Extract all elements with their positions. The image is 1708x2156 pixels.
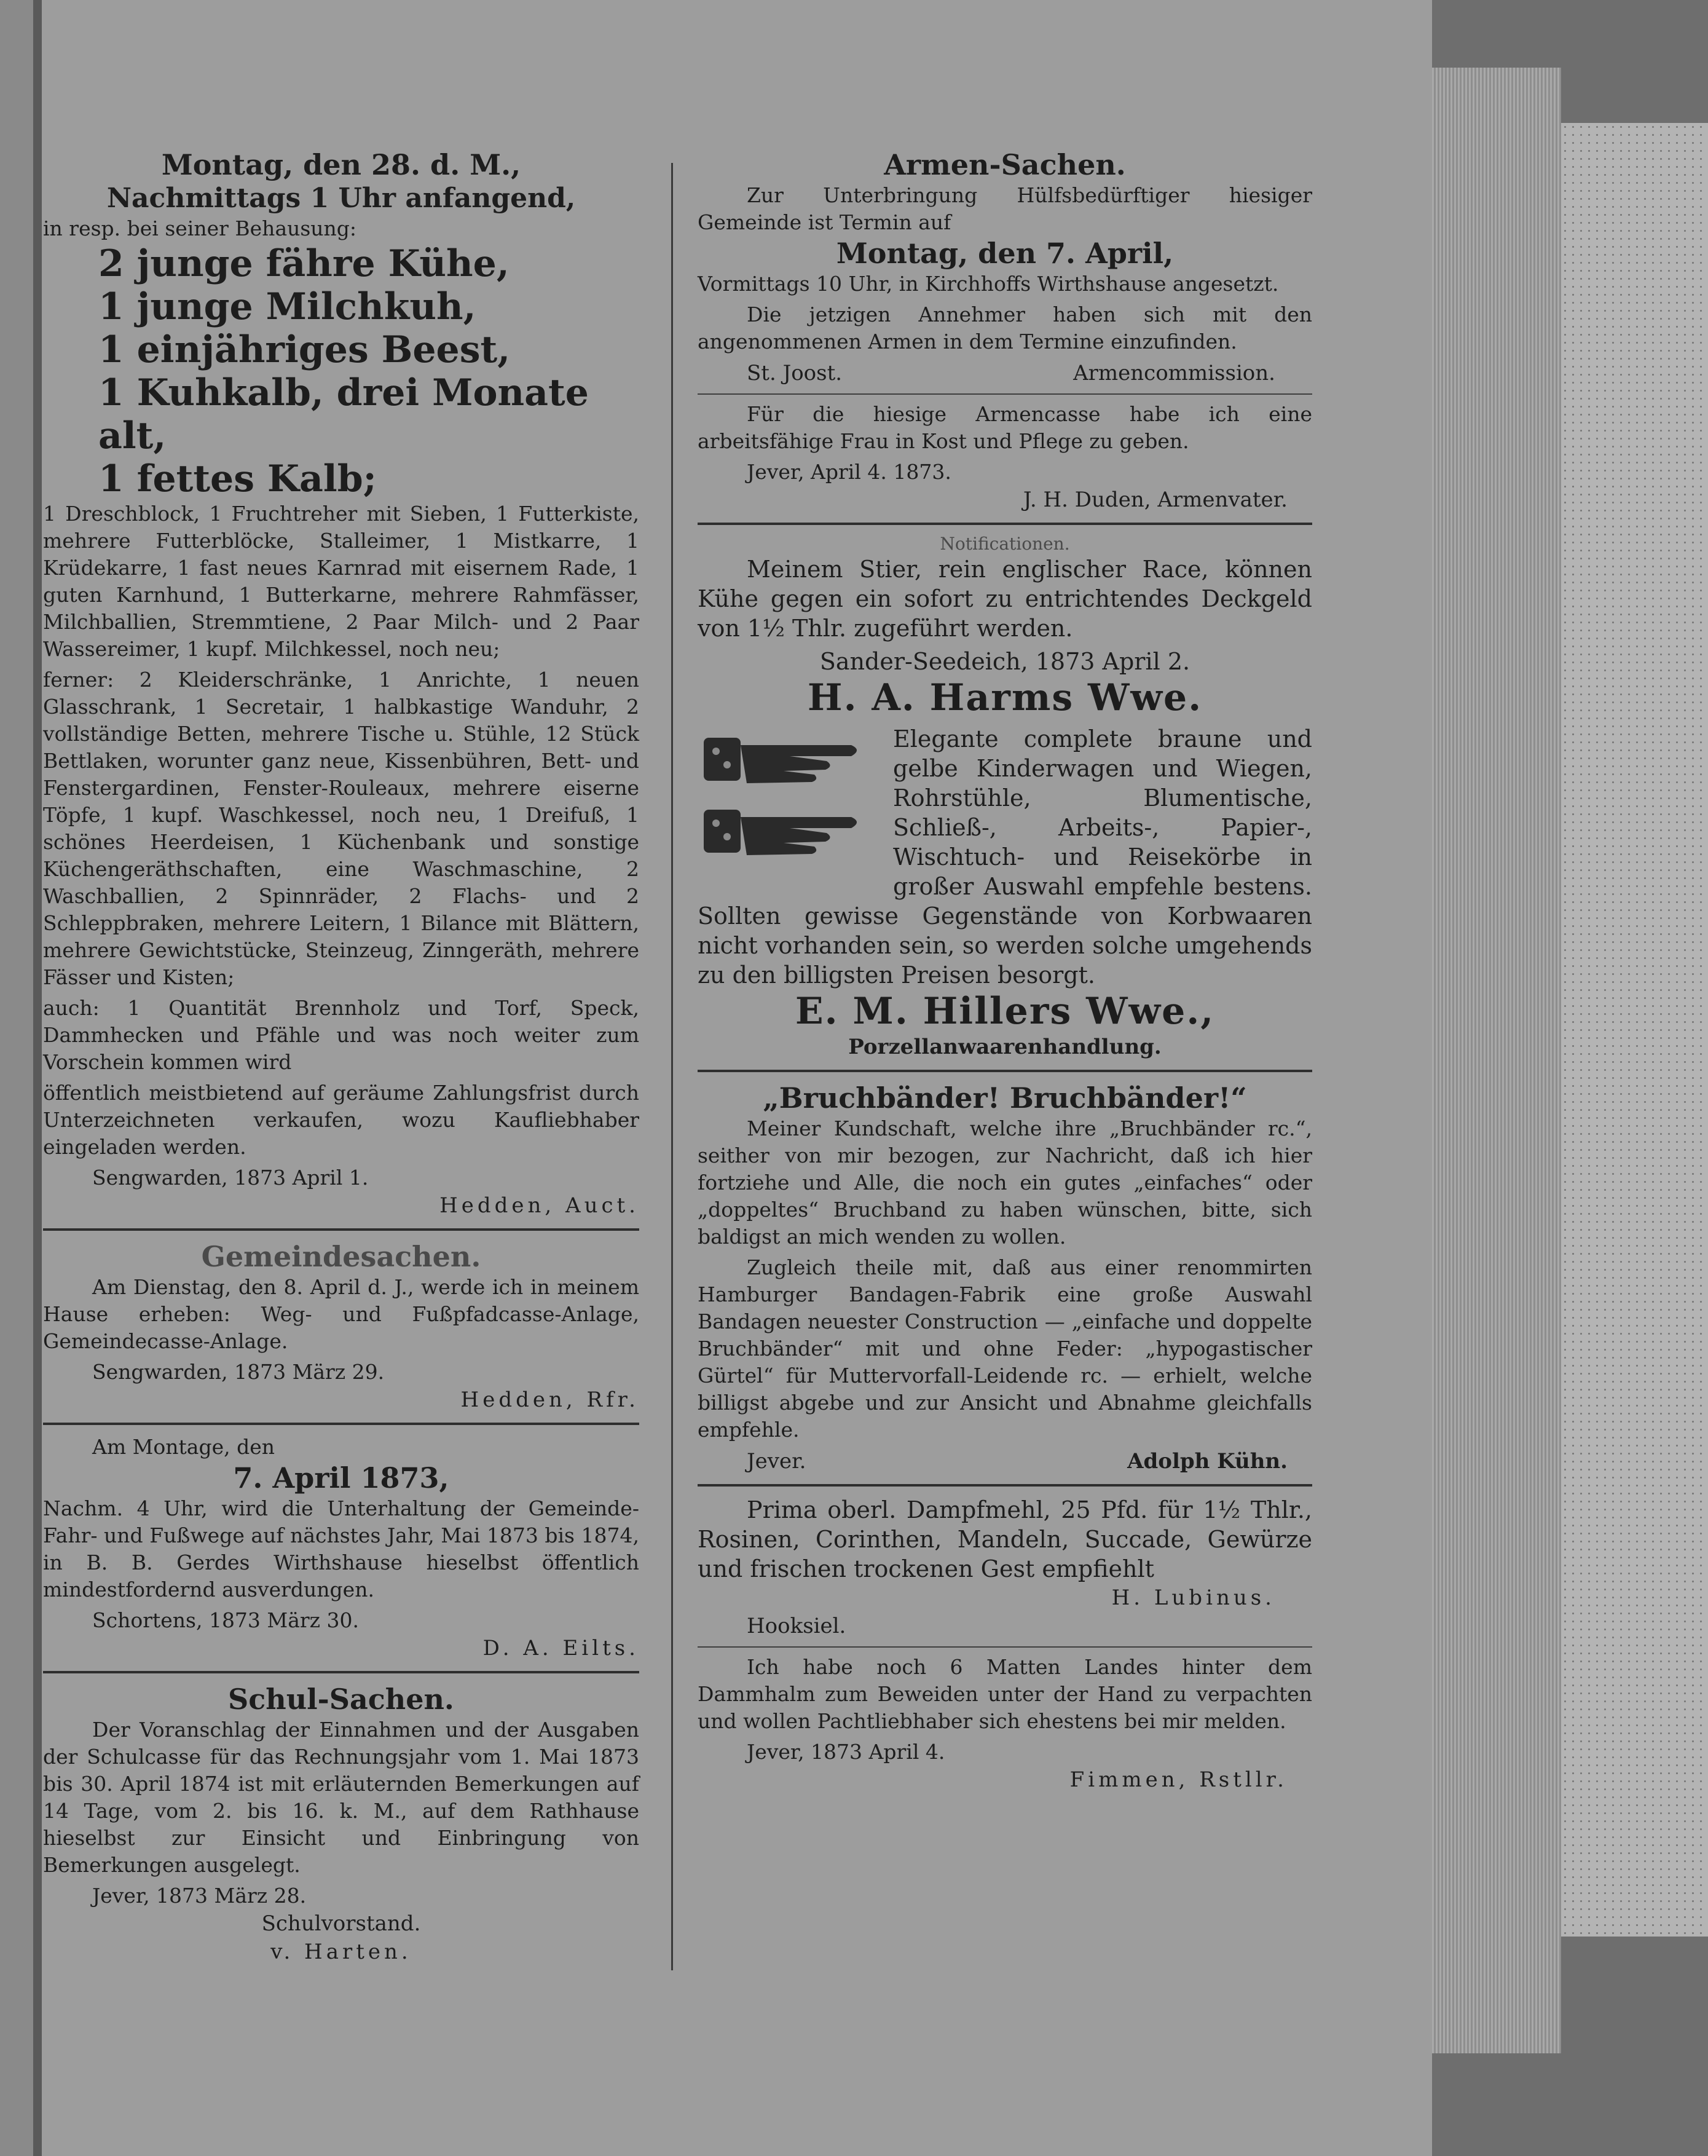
kinderwagen-subtitle: Porzellanwaarenhandlung. bbox=[848, 1035, 1162, 1059]
auction-signature: Hedden, Auct. bbox=[439, 1193, 639, 1218]
kinderwagen-text: Elegante complete braune und gelbe Kinderwagen und Wiegen, Rohrstühle, Blumentische, Schließ-, Arbeits-, Papier-, Wischtuch- und Reisekörbe in großer Auswahl empfehle bestens. Sollten gewisse Gegenstände von Korbwaaren nicht vorhanden sein, so werden solche umgehends zu den billigsten Preisen besorgt. bbox=[698, 725, 1312, 989]
stier-signature: H. A. Harms Wwe. bbox=[807, 676, 1203, 719]
schul-notice bbox=[43, 1682, 639, 1966]
montage-signature: D. A. Eilts. bbox=[482, 1636, 639, 1660]
gemeinde-signature: Hedden, Rfr. bbox=[460, 1388, 639, 1412]
schul-text: Der Voranschlag der Einnahmen und der Ausgaben der Schulcasse für das Rechnungsjahr vom 1. Mai 1873 bis 30. April 1874 ist mit erläuternden Bemerkungen auf 14 Tage, vom 2. bis 16. k. M., auf dem Rathhause hieselbst zur Einsicht und Einbringung von Bemerkungen ausgelegt. bbox=[43, 1718, 639, 1877]
previous-page-edge bbox=[0, 0, 42, 2156]
gemeinde-title: Gemeindesachen. bbox=[201, 1240, 481, 1273]
bruch-signature: Adolph Kühn. bbox=[1127, 1449, 1288, 1474]
bruch-notice bbox=[698, 1081, 1312, 1475]
montage-notice bbox=[43, 1434, 639, 1662]
schul-org: Schulvorstand. bbox=[261, 1911, 421, 1936]
auction-closing: öffentlich meistbietend auf geräume Zahlungsfrist durch Unterzeichneten verkaufen, wozu Kaufliebhaber eingeladen werden. bbox=[43, 1081, 639, 1159]
stier-place-date: Sander-Seedeich, 1873 April 2. bbox=[819, 648, 1190, 675]
auction-place-date: Sengwarden, 1873 April 1. bbox=[92, 1166, 369, 1190]
dampfmehl-place: Hooksiel. bbox=[747, 1614, 846, 1638]
stier-header: Notificationen. bbox=[940, 534, 1070, 554]
auction-location: in resp. bei seiner Behausung: bbox=[43, 216, 357, 240]
animal-4: 1 Kuhkalb, drei Monate alt, bbox=[98, 371, 589, 457]
armen-notice bbox=[698, 148, 1312, 387]
armen-date: Montag, den 7. April, bbox=[836, 237, 1174, 270]
matten-notice bbox=[698, 1654, 1312, 1794]
schul-place-date: Jever, 1873 März 28. bbox=[92, 1884, 307, 1908]
bruch-footer bbox=[698, 1447, 1312, 1475]
stier-text: Meinem Stier, rein englischer Race, können Kühe gegen ein sofort zu entrichtendes Deckgeld von 1½ Thlr. zugeführt werden. bbox=[698, 556, 1312, 642]
left-column bbox=[43, 148, 639, 1966]
book-cover bbox=[1561, 123, 1708, 1937]
montage-intro: Am Montage, den bbox=[92, 1435, 275, 1459]
dampfmehl-text: Prima oberl. Dampfmehl, 25 Pfd. für 1½ Thlr., Rosinen, Corinthen, Mandeln, Succade, Gewürze und frischen trockenen Gest empfiehlt bbox=[698, 1496, 1312, 1582]
schul-title: Schul-Sachen. bbox=[228, 1683, 454, 1716]
book-page-edges bbox=[1432, 68, 1561, 2053]
gemeinde-notice bbox=[43, 1239, 639, 1414]
gemeinde-place-date: Sengwarden, 1873 März 29. bbox=[92, 1360, 385, 1384]
section-rule bbox=[698, 1484, 1312, 1487]
animal-5: 1 fettes Kalb; bbox=[98, 457, 377, 500]
matten-signature: Fimmen, Rstllr. bbox=[1069, 1767, 1288, 1792]
stier-notice bbox=[698, 534, 1312, 719]
bruch-text-2: Zugleich theile mit, daß aus einer renommirten Hamburger Bandagen-Fabrik eine große Auswahl Bandagen neuester Construction — „einfache und doppelte Bruchbänder“ mit und ohne Feder: „hypogastischer Gürtel“ für Muttervorfall-Leidende rc. — erhielt, welche billigst abgebe und zur Ansicht und Abnahme gleichfalls empfehle. bbox=[698, 1255, 1312, 1442]
animal-3: 1 einjähriges Beest, bbox=[98, 328, 511, 371]
gemeinde-text: Am Dienstag, den 8. April d. J., werde ich in meinem Hause erheben: Weg- und Fußpfadcasse-Anlage, Gemeindecasse-Anlage. bbox=[43, 1275, 639, 1353]
animal-2: 1 junge Milchkuh, bbox=[98, 285, 476, 328]
armen-footer bbox=[698, 359, 1312, 387]
armencasse-notice bbox=[698, 401, 1312, 514]
armen-text-1: Zur Unterbringung Hülfsbedürftiger hiesiger Gemeinde ist Termin auf bbox=[698, 183, 1312, 234]
auction-items: 1 Dreschblock, 1 Fruchtreher mit Sieben, 1 Futterkiste, mehrere Futterblöcke, Stalleimer, 1 Mistkarre, 1 Krüdekarre, 1 fast neues Karnrad mit eisernem Rade, 1 guten Karnhund, 1 Butterkarne, mehrere Rahmfässer, Milchballien, Stremmtiene, 2 Paar Milch- und 2 Paar Wassereimer, 1 kupf. Milchkessel, noch neu; bbox=[43, 502, 639, 661]
montage-date: 7. April 1873, bbox=[233, 1461, 449, 1495]
armen-text-3: Die jetzigen Annehmer haben sich mit den angenommenen Armen in dem Termine einzufinden. bbox=[698, 302, 1312, 353]
section-rule bbox=[698, 393, 1312, 395]
montage-text: Nachm. 4 Uhr, wird die Unterhaltung der Gemeinde-Fahr- und Fußwege auf nächstes Jahr, Mai 1873 bis 1874, in B. B. Gerdes Wirthshause hieselbst öffentlich mindestfordernd ausverdungen. bbox=[43, 1496, 639, 1601]
bruch-text-1: Meiner Kundschaft, welche ihre „Bruchbänder rc.“, seither von mir bezogen, zur Nachricht, daß ich hier fortziehe und Alle, die noch ein gutes „einfaches“ oder „doppeltes“ Bruchband zu haben wünschen, bitte, sich baldigst an mich wenden zu wollen. bbox=[698, 1116, 1312, 1249]
bruch-place: Jever. bbox=[747, 1449, 806, 1474]
kinderwagen-notice bbox=[698, 724, 1312, 990]
armen-place: St. Joost. bbox=[747, 361, 843, 385]
kinderwagen-firm: E. M. Hillers Wwe., bbox=[795, 990, 1215, 1033]
pointing-hands-icon bbox=[698, 727, 882, 877]
matten-text: Ich habe noch 6 Matten Landes hinter dem Dammhalm zum Beweiden unter der Hand zu verpachten und wollen Pachtliebhaber sich ehestens bei mir melden. bbox=[698, 1655, 1312, 1733]
armen-title: Armen-Sachen. bbox=[884, 148, 1126, 181]
armencasse-text: Für die hiesige Armencasse habe ich eine arbeitsfähige Frau in Kost und Pflege zu geben. bbox=[698, 402, 1312, 453]
auction-date: Montag, den 28. d. M., bbox=[161, 148, 521, 181]
animal-1: 2 junge fähre Kühe, bbox=[98, 242, 510, 285]
column-divider bbox=[671, 163, 673, 1970]
dampfmehl-signature: H. Lubinus. bbox=[1111, 1585, 1275, 1610]
schul-signature: v. Harten. bbox=[270, 1940, 412, 1964]
auction-time: Nachmittags 1 Uhr anfangend, bbox=[106, 183, 576, 214]
matten-place-date: Jever, 1873 April 4. bbox=[747, 1740, 945, 1764]
right-column bbox=[698, 148, 1312, 1794]
auction-auch: auch: 1 Quantität Brennholz und Torf, Speck, Dammhecken und Pfähle und was noch weiter zum Vorschein kommen wird bbox=[43, 996, 639, 1074]
armen-signature: Armencommission. bbox=[1073, 361, 1275, 385]
section-rule bbox=[698, 1646, 1312, 1648]
bruch-title: „Bruchbänder! Bruchbänder!“ bbox=[763, 1081, 1247, 1115]
section-rule bbox=[698, 523, 1312, 525]
auction-notice bbox=[43, 148, 639, 1220]
armencasse-signature: J. H. Duden, Armenvater. bbox=[1023, 488, 1288, 512]
section-rule bbox=[43, 1228, 639, 1231]
auction-ferner: ferner: 2 Kleiderschränke, 1 Anrichte, 1 neuen Glasschrank, 1 Secretair, 1 halbkastige Wanduhr, 2 vollständige Betten, mehrere Tische u. Stühle, 12 Stück Bettlaken, worunter ganz neue, Kissenbühren, Bett- und Fenstergardinen, Fenster-Rouleaux, mehrere eiserne Töpfe, 1 kupf. Waschkessel, noch neu, 1 Dreifuß, 1 schönes Heerdeisen, 1 Küchenbank und sonstige Küchengeräthschaften, eine Waschmaschine, 2 Waschballien, 2 Spinnräder, 2 Flachs- und 2 Schleppbraken, mehrere Leitern, 1 Bilance mit Blättern, mehrere Gewichtstücke, Steinzeug, Zinngeräth, mehrere Fässer und Kisten; bbox=[43, 668, 639, 989]
montage-place-date: Schortens, 1873 März 30. bbox=[92, 1608, 360, 1632]
armencasse-place-date: Jever, April 4. 1873. bbox=[747, 460, 951, 484]
dampfmehl-notice bbox=[698, 1495, 1312, 1640]
armen-text-2: Vormittags 10 Uhr, in Kirchhoffs Wirthshause angesetzt. bbox=[698, 272, 1279, 296]
section-rule bbox=[698, 1070, 1312, 1072]
section-rule bbox=[43, 1423, 639, 1425]
section-rule bbox=[43, 1671, 639, 1673]
